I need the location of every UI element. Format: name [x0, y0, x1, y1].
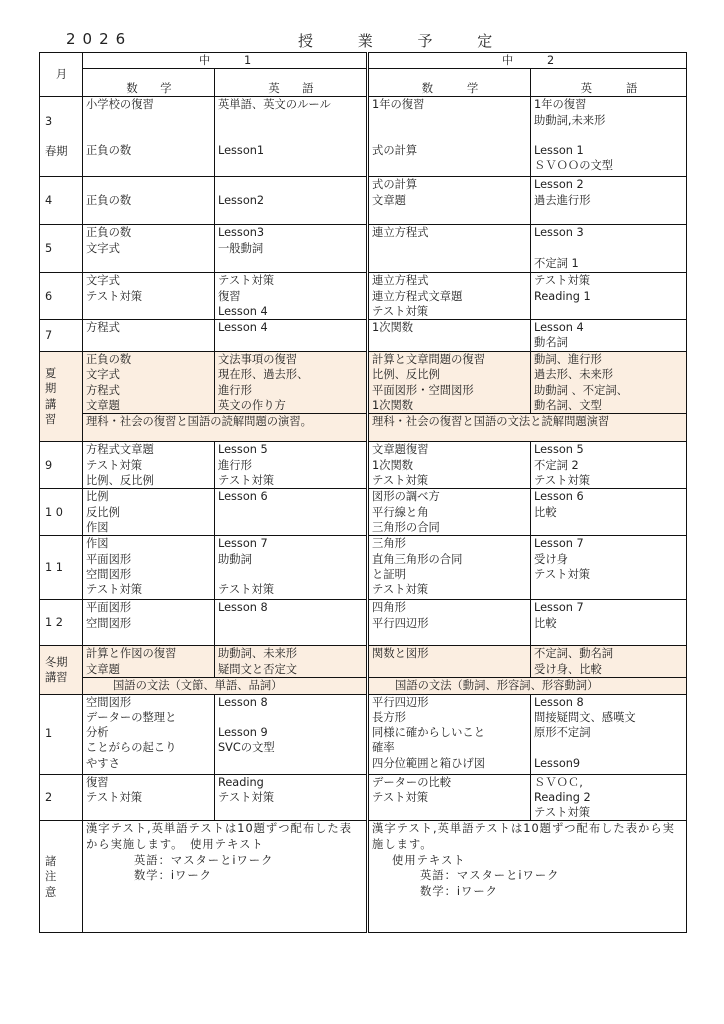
g2-eng-cell: ＳＶＯＣ, Reading 2 テスト対策: [531, 774, 687, 821]
g2-eng-cell: Lesson 4 動名詞: [531, 320, 687, 352]
g1-math-cell: 平面図形 空間図形: [83, 600, 215, 646]
header-g2-math: 数 学: [368, 69, 531, 97]
g1-extra-cell: 国語の文法（文節、単語、品詞）: [83, 678, 368, 694]
g1-math-cell: 正負の数 文字式: [83, 225, 215, 273]
g1-math-cell: 正負の数: [83, 177, 215, 225]
g2-extra-cell: 国語の文法（動詞、形容詞、形容動詞）: [368, 678, 687, 694]
header-grade1: 中 1: [83, 53, 368, 69]
g2-math-cell: 連立方程式 連立方程式文章題 テスト対策: [368, 273, 531, 320]
g1-notes-cell: [83, 821, 368, 933]
g1-eng-cell: Lesson 4: [215, 320, 368, 352]
table-row: [40, 489, 687, 536]
g2-math-cell: 文章題復習 1次関数 テスト対策: [368, 442, 531, 489]
month-cell: 1 0: [40, 489, 83, 536]
g1-eng-cell: 英単語、英文のルール Lesson1: [215, 97, 368, 177]
g2-eng-cell: テスト対策 Reading 1: [531, 273, 687, 320]
header-grade2: 中 2: [368, 53, 687, 69]
header-g2-eng: 英 語: [531, 69, 687, 97]
table-row: [40, 414, 687, 442]
g2-math-cell: 図形の調べ方 平行線と角 三角形の合同: [368, 489, 531, 536]
g2-math-cell: 平行四辺形 長方形 同様に確からしいこと 確率 四分位範囲と箱ひげ図: [368, 694, 531, 774]
table-row: [40, 536, 687, 600]
g1-eng-cell: テスト対策 復習 Lesson 4: [215, 273, 368, 320]
g2-eng-cell: Lesson 6 比較: [531, 489, 687, 536]
g1-math-cell: 正負の数 文字式 方程式 文章題: [83, 352, 215, 414]
g1-math-cell: 方程式: [83, 320, 215, 352]
table-row: [40, 177, 687, 225]
table-row: [40, 225, 687, 273]
table-row: [40, 694, 687, 774]
table-row: [40, 774, 687, 821]
g2-notes-main: 漢字テスト,英単語テストは10題ずつ配布した表から実施します。: [372, 822, 675, 852]
g1-eng-cell: Lesson 7 助動詞 テスト対策: [215, 536, 368, 600]
table-row: [40, 678, 687, 694]
g2-eng-cell: Lesson 7 比較: [531, 600, 687, 646]
month-cell: 3 春期: [40, 97, 83, 177]
g2-math-cell: 計算と文章問題の復習 比例、反比例 平面図形・空間図形 1次関数: [368, 352, 531, 414]
table-row: [40, 442, 687, 489]
g1-eng-cell: Lesson 6: [215, 489, 368, 536]
g1-math-cell: 小学校の復習 正負の数: [83, 97, 215, 177]
g1-eng-cell: 文法事項の復習 現在形、過去形、 進行形 英文の作り方: [215, 352, 368, 414]
month-cell: 7: [40, 320, 83, 352]
g1-notes-math: 数学：iワーク: [134, 869, 212, 883]
g1-math-cell: 比例 反比例 作図: [83, 489, 215, 536]
g1-notes-eng: 英語：マスターとiワーク: [134, 853, 274, 867]
table-row: [40, 600, 687, 646]
g1-eng-cell: Lesson2: [215, 177, 368, 225]
g2-extra-cell: 理科・社会の復習と国語の文法と読解問題演習: [368, 414, 687, 442]
g1-notes-main: 漢字テスト,英単語テストは10題ずつ配布した表から実施します。 使用テキスト: [86, 822, 353, 852]
g2-eng-cell: Lesson 7 受け身 テスト対策: [531, 536, 687, 600]
g1-eng-cell: Lesson3 一般動詞: [215, 225, 368, 273]
header-month: 月: [40, 53, 83, 97]
title-year: 2026: [66, 30, 133, 48]
g2-eng-cell: Lesson 2 過去進行形: [531, 177, 687, 225]
table-row: [40, 352, 687, 414]
month-cell: 6: [40, 273, 83, 320]
g2-math-cell: 三角形 直角三角形の合同 と証明 テスト対策: [368, 536, 531, 600]
month-cell: 4: [40, 177, 83, 225]
g1-eng-cell: Lesson 5 進行形 テスト対策: [215, 442, 368, 489]
g2-math-cell: 1年の復習 式の計算: [368, 97, 531, 177]
g2-notes-cell: [368, 821, 687, 933]
g2-math-cell: データーの比較 テスト対策: [368, 774, 531, 821]
title-main: 授 業 予 定: [298, 32, 513, 50]
g1-math-cell: 作図 平面図形 空間図形 テスト対策: [83, 536, 215, 600]
g1-extra-cell: 理科・社会の復習と国語の読解問題の演習。: [83, 414, 368, 442]
g2-math-cell: 連立方程式: [368, 225, 531, 273]
month-cell: 夏 期 講 習: [40, 352, 83, 442]
table-row: [40, 273, 687, 320]
header-g1-eng: 英 語: [215, 69, 368, 97]
g2-eng-cell: Lesson 3 不定詞 1: [531, 225, 687, 273]
g2-eng-cell: Lesson 8 間接疑問文、感嘆文 原形不定詞 Lesson9: [531, 694, 687, 774]
g2-notes-text-label: 使用テキスト: [392, 853, 466, 867]
g2-notes-math: 数学：iワーク: [420, 884, 498, 898]
g2-eng-cell: Lesson 5 不定詞 2 テスト対策: [531, 442, 687, 489]
table-row: [40, 320, 687, 352]
month-cell: 2: [40, 774, 83, 821]
month-cell: 1: [40, 694, 83, 774]
notes-label: 諸 注 意: [40, 821, 83, 933]
g1-eng-cell: 助動詞、未来形 疑問文と否定文: [215, 646, 368, 678]
month-cell: 冬期 講習: [40, 646, 83, 694]
table-row: [40, 646, 687, 678]
g2-eng-cell: 1年の復習 助動詞,未来形 Lesson 1 ＳＶＯＯの文型: [531, 97, 687, 177]
g2-math-cell: 式の計算 文章題: [368, 177, 531, 225]
month-cell: 1 2: [40, 600, 83, 646]
g1-math-cell: 復習 テスト対策: [83, 774, 215, 821]
g1-eng-cell: Lesson 8 Lesson 9 SVCの文型: [215, 694, 368, 774]
g2-eng-cell: 動詞、進行形 過去形、未来形 助動詞 、不定詞、 動名詞、文型: [531, 352, 687, 414]
schedule-table: [39, 52, 687, 933]
g1-math-cell: 計算と作図の復習 文章題: [83, 646, 215, 678]
g2-math-cell: 1次関数: [368, 320, 531, 352]
header-g1-math: 数 学: [83, 69, 215, 97]
g1-eng-cell: Reading テスト対策: [215, 774, 368, 821]
g1-math-cell: 文字式 テスト対策: [83, 273, 215, 320]
g1-math-cell: 空間図形 データーの整理と 分析 ことがらの起こり やすさ: [83, 694, 215, 774]
month-cell: 9: [40, 442, 83, 489]
table-row: [40, 97, 687, 177]
g2-math-cell: 関数と図形: [368, 646, 531, 678]
g2-notes-eng: 英語：マスターとiワーク: [420, 869, 560, 883]
g2-eng-cell: 不定詞、動名詞 受け身、比較: [531, 646, 687, 678]
g2-math-cell: 四角形 平行四辺形: [368, 600, 531, 646]
g1-eng-cell: Lesson 8: [215, 600, 368, 646]
g1-math-cell: 方程式文章題 テスト対策 比例、反比例: [83, 442, 215, 489]
table-row: [40, 821, 687, 933]
month-cell: 1 1: [40, 536, 83, 600]
month-cell: 5: [40, 225, 83, 273]
page-title: [0, 30, 724, 52]
